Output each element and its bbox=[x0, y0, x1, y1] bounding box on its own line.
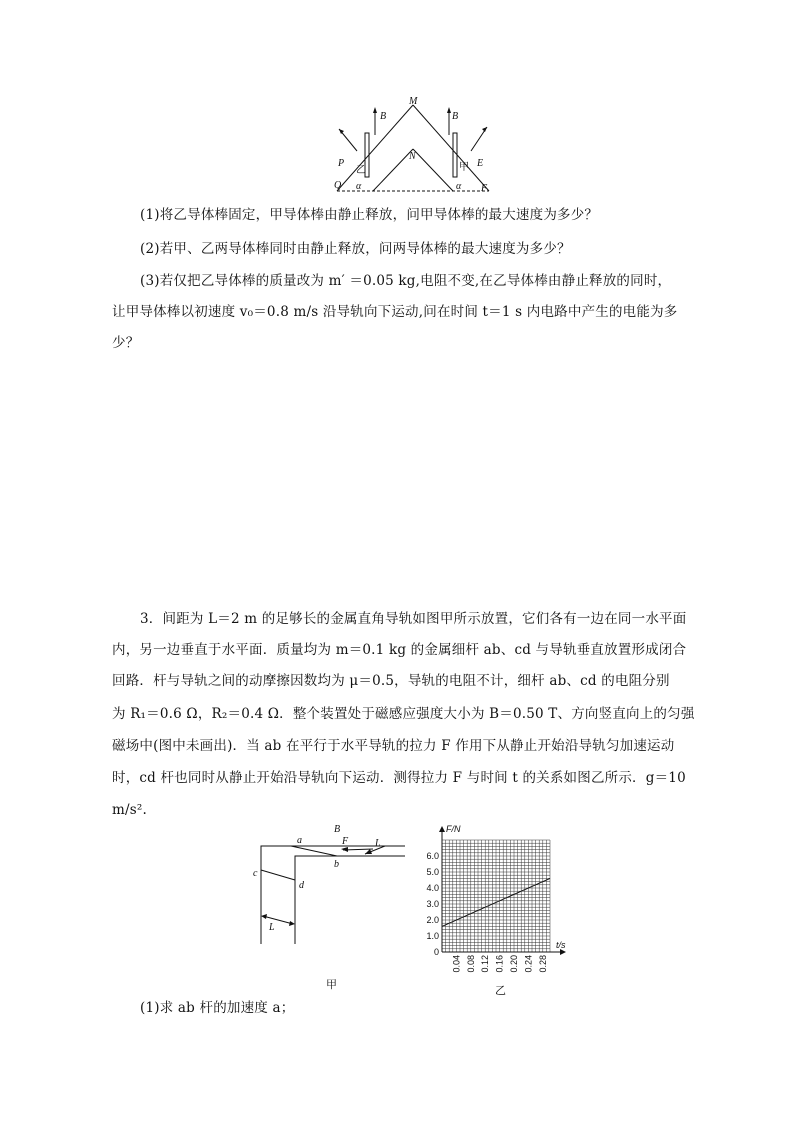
arrow-l-bottom bbox=[263, 916, 293, 924]
f-t-chart bbox=[415, 820, 575, 980]
y-tick-label: 0 bbox=[433, 947, 439, 957]
label-l-bottom: L bbox=[269, 922, 275, 933]
rail-n-right bbox=[413, 149, 453, 191]
q3-line2: 内，另一边垂直于水平面．质量均为 m＝0.1 kg 的金属细杆 ab、cd 与导轨垂直放置形成闭合 bbox=[112, 642, 687, 658]
label-f: F bbox=[481, 183, 488, 194]
rod-ab bbox=[291, 846, 337, 856]
y-tick-label: 3.0 bbox=[426, 899, 439, 909]
x-tick-label: 0.04 bbox=[451, 955, 462, 973]
q2-sub1: (1)将乙导体棒固定，甲导体棒由静止释放，问甲导体棒的最大速度为多少？ bbox=[140, 207, 599, 223]
label-n: N bbox=[409, 151, 416, 162]
y-axis-label: F/N bbox=[446, 824, 461, 834]
label-yi: 乙 bbox=[356, 165, 366, 176]
label-l-top: L bbox=[375, 838, 381, 849]
label-m: M bbox=[409, 96, 418, 107]
label-c: c bbox=[253, 868, 258, 879]
rail-n-left bbox=[373, 149, 413, 191]
caption-jia: 甲 bbox=[326, 978, 337, 991]
x-tick-label: 0.20 bbox=[509, 955, 519, 973]
label-b: B bbox=[334, 824, 341, 835]
label-jia: 甲 bbox=[459, 162, 469, 173]
q3-line7: m/s². bbox=[112, 802, 147, 818]
q3-line6: 时，cd 杆也同时从静止开始沿导轨向下运动．测得拉力 F 与时间 t 的关系如图乙所示．g＝10 bbox=[112, 770, 686, 786]
rod-cd bbox=[261, 870, 295, 880]
caption-yi: 乙 bbox=[495, 984, 506, 997]
q3-line3: 回路．杆与导轨之间的动摩擦因数均为 μ＝0.5，导轨的电阻不计，细杆 ab、cd 的电阻分别 bbox=[112, 673, 670, 689]
rails-figure bbox=[325, 95, 500, 200]
q2-sub2: (2)若甲、乙两导体棒同时由静止释放，问两导体棒的最大速度为多少？ bbox=[140, 241, 571, 257]
label-alpha-right: α bbox=[456, 181, 462, 192]
q2-sub3-line2: 让甲导体棒以初速度 v₀＝0.8 m/s 沿导轨向下运动,问在时间 t＝1 s 内电路中产生的电能为多 bbox=[112, 304, 678, 320]
label-f: F bbox=[342, 836, 349, 847]
x-tick-label: 0.28 bbox=[537, 955, 548, 973]
q3-line1: 3．间距为 L＝2 m 的足够长的金属直角导轨如图甲所示放置，它们各有一边在同一水平面 bbox=[140, 611, 687, 627]
chart-grid bbox=[442, 840, 550, 952]
x-tick-label: 0.08 bbox=[465, 955, 476, 973]
rod-jia bbox=[453, 133, 457, 177]
x-axis-label: t/s bbox=[556, 940, 566, 950]
figure-jia bbox=[245, 818, 415, 948]
label-b-rod: b bbox=[334, 859, 339, 870]
x-tick-label: 0.12 bbox=[480, 955, 491, 973]
rail-m-f bbox=[413, 105, 489, 191]
label-p: P bbox=[338, 158, 345, 169]
label-alpha-left: α bbox=[356, 181, 362, 192]
q3-line4: 为 R₁＝0.6 Ω，R₂＝0.4 Ω．整个装置处于磁感应强度大小为 B＝0.50 T、方向竖直向上的匀强 bbox=[112, 706, 695, 722]
y-axis-arrow bbox=[439, 826, 445, 832]
y-tick-label: 6.0 bbox=[426, 851, 439, 861]
x-tick-label: 0.24 bbox=[523, 955, 534, 973]
q2-sub3-line3: 少？ bbox=[112, 335, 140, 351]
rail-outer bbox=[261, 846, 405, 944]
x-tick-label: 0.16 bbox=[494, 955, 505, 973]
label-b-right: B bbox=[452, 111, 459, 122]
rail-inner bbox=[295, 856, 405, 944]
label-a: a bbox=[297, 835, 302, 846]
chart-axes bbox=[439, 824, 566, 955]
y-tick-label: 2.0 bbox=[426, 915, 439, 925]
label-d: d bbox=[299, 880, 304, 891]
label-b-left: B bbox=[380, 111, 387, 122]
label-q: Q bbox=[334, 180, 342, 191]
y-tick-label: 1.0 bbox=[426, 931, 439, 941]
q3-sub1: (1)求 ab 杆的加速度 a； bbox=[140, 1000, 295, 1016]
q2-sub3-line1: (3)若仅把乙导体棒的质量改为 m′ ＝0.05 kg,电阻不变,在乙导体棒由静止释放的同时， bbox=[140, 273, 672, 289]
label-e: E bbox=[477, 158, 484, 169]
y-tick-label: 4.0 bbox=[426, 883, 439, 893]
q3-line5: 磁场中(图中未画出)．当 ab 在平行于水平导轨的拉力 F 作用下从静止开始沿导轨匀加速运动 bbox=[112, 738, 675, 754]
chart-ticks bbox=[426, 851, 547, 973]
y-tick-label: 5.0 bbox=[426, 867, 439, 877]
